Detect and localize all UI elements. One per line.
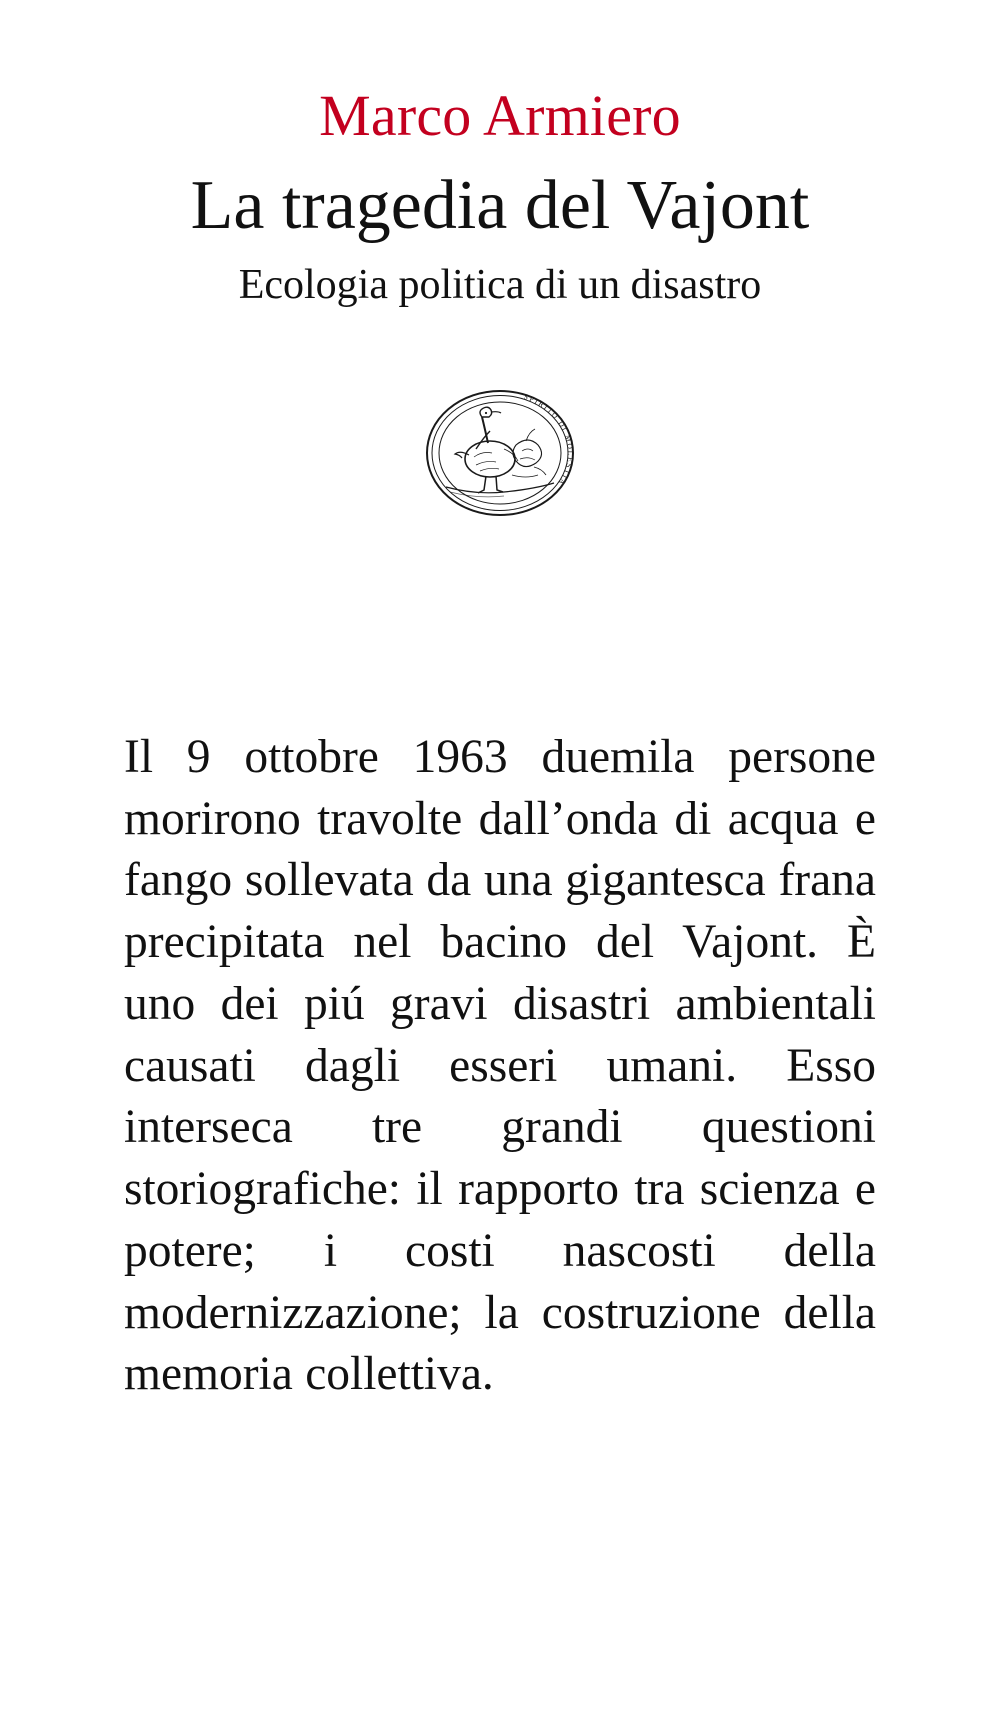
book-title: La tragedia del Vajont [190, 166, 810, 244]
author-name: Marco Armiero [319, 83, 681, 148]
einaudi-ostrich-logo-icon [416, 379, 584, 527]
publisher-logo-container [416, 379, 584, 527]
back-cover-blurb: Il 9 ottobre 1963 duemila persone morirono travolte dall’onda di acqua e fango sollevata da una gigantesca frana precipitata nel bacino del Vajont. È uno dei piú gravi disastri ambientali causati dagli esseri umani. Esso interseca tre grandi questioni storiografiche: il rapporto tra scienza e potere; i costi nascosti della modernizzazione; la costruzione della memoria collettiva. [124, 730, 876, 1401]
book-subtitle: Ecologia politica di un disastro [238, 261, 762, 308]
svg-text:SPIRITO DI MOLESTIA: SPIRITO DI MOLESTIA [522, 391, 576, 488]
